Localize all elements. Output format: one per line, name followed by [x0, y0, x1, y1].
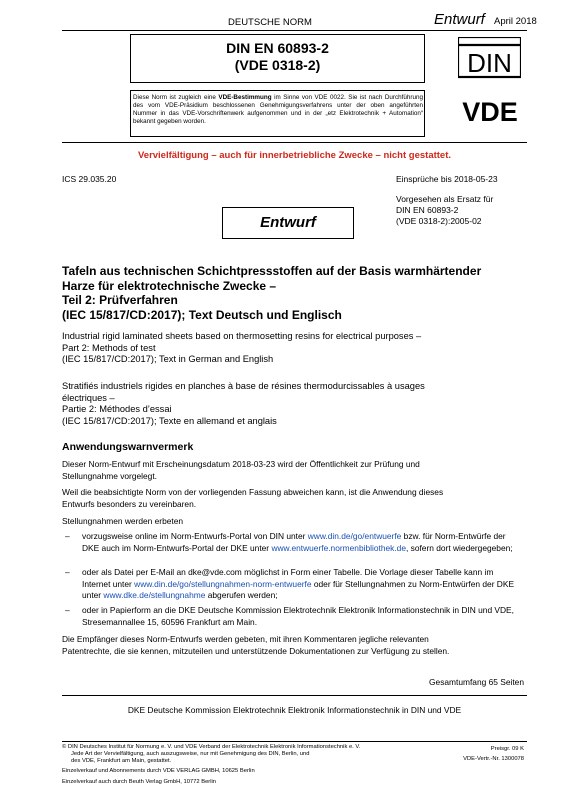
comment-option-portal: – vorzugsweise online im Norm-Entwurfs-Portal von DIN unter www.din.de/go/entwuerfe bzw. für Norm-Entwürfe der DKE auch im Norm-Entwurfs-Portal der DKE unter www.entwuerfe.normenbibliothek.de, sofern dort wiedergegeben; [65, 531, 513, 553]
german-title [62, 264, 532, 322]
footer-rule [62, 741, 527, 742]
dash: – [65, 567, 70, 577]
vde-order-number: VDE-Vertr.-Nr. 1300078 [463, 756, 524, 762]
draft-label: Entwurf [434, 11, 485, 28]
paragraph-line: Entwurfs besonders zu vereinbaren. [62, 498, 197, 509]
dke-draft-portal-link[interactable]: www.entwuerfe.normenbibliothek.de [271, 542, 406, 553]
header-bottom-rule [62, 142, 527, 143]
svg-text:VDE: VDE [462, 97, 518, 127]
comment-option-paper: – oder in Papierform an die DKE Deutsche Kommission Elektrotechnik Elektronik Informationstechnik in DIN und VDE, Stresemannallee 15, 60596 Frankfurt am Main. [65, 605, 514, 627]
copyright-notice [62, 744, 442, 765]
total-pages: Gesamtumfang 65 Seiten [429, 677, 524, 687]
closing-paragraph [62, 634, 532, 657]
title-line: Stratifiés industriels rigides en planches à base de résines thermodurcissables à usages [62, 381, 425, 391]
sales-beuth: Einzelverkauf auch durch Beuth Verlag GmbH, 10772 Berlin [62, 779, 217, 785]
copyright-line: des VDE, Frankfurt am Main, gestattet. [71, 758, 172, 764]
paragraph-line: Weil die beabsichtigte Norm von der vorliegenden Fassung abweichen kann, ist die Anwendung dieses [62, 487, 444, 497]
objections-until: Einsprüche bis 2018-05-23 [396, 174, 498, 184]
replacement-line: (VDE 0318-2):2005-02 [396, 216, 482, 226]
application-notice-heading: Anwendungswarnvermerk [62, 441, 194, 453]
vde-number: (VDE 0318-2) [234, 57, 321, 73]
english-title [62, 331, 532, 366]
title-line: (IEC 15/817/CD:2017); Text Deutsch und Englisch [62, 307, 342, 322]
replacement-line: Vorgesehen als Ersatz für [396, 194, 494, 204]
title-line: (IEC 15/817/CD:2017); Texte en allemand et anglais [62, 415, 277, 426]
dash: – [65, 605, 70, 615]
dash: – [65, 531, 70, 541]
sales-vde-verlag: Einzelverkauf und Abonnements durch VDE VERLAG GMBH, 10625 Berlin [62, 768, 255, 774]
issue-date: April 2018 [494, 16, 537, 27]
paragraph-line: Die Empfänger dieses Norm-Entwurfs werden gebeten, mit ihren Kommentaren jegliche relevanten [62, 634, 429, 644]
title-line: (IEC 15/817/CD:2017); Text in German and English [62, 354, 274, 364]
paragraph-line: Stellungnahme vorgelegt. [62, 470, 157, 481]
vde-notice-text: Diese Norm ist zugleich eine VDE-Bestimmung im Sinne von VDE 0022. Sie ist nach Durchführung des vom VDE-Präsidium beschlossenen Genehmigungsverfahrens unter der oben angeführten Nummer in das VDE-Vorschriftenwerk aufgenommen und in der „etz Elektrotechnik + Automation“ bekannt gegeben worden. [133, 94, 424, 125]
reproduction-notice: Vervielfältigung – auch für innerbetriebliche Zwecke – nicht gestattet. [137, 150, 452, 161]
application-paragraph-2 [62, 487, 532, 510]
title-line: Part 2: Methods of test [62, 342, 156, 353]
comments-intro: Stellungnahmen werden erbeten [62, 516, 184, 526]
title-line: Industrial rigid laminated sheets based on thermosetting resins for electrical purposes – [62, 331, 422, 341]
dke-line: DKE Deutsche Kommission Elektrotechnik Elektronik Informationstechnik in DIN und VDE [127, 705, 462, 715]
din-draft-portal-link[interactable]: www.din.de/go/entwuerfe [307, 531, 402, 541]
title-line: Tafeln aus technischen Schichtpressstoffen auf der Basis warmhärtender [62, 264, 482, 278]
title-line: Teil 2: Prüfverfahren [62, 293, 178, 307]
paragraph-line: Dieser Norm-Entwurf mit Erscheinungsdatum 2018-03-23 wird der Öffentlichkeit zur Prüfung und [62, 459, 420, 469]
din-comments-template-link[interactable]: www.din.de/go/stellungnahmen-norm-entwuerfe [134, 578, 312, 589]
norm-label: DEUTSCHE NORM [228, 17, 312, 28]
application-paragraph-1 [62, 459, 532, 482]
svg-text:DIN: DIN [467, 48, 512, 78]
header-rule [62, 30, 527, 31]
replacement-line: DIN EN 60893-2 [396, 205, 459, 215]
din-logo [458, 37, 521, 83]
dke-comments-link[interactable]: www.dke.de/stellungnahme [103, 590, 206, 600]
comment-option-email: – oder als Datei per E-Mail an dke@vde.com möglichst in Form einer Tabelle. Die Vorlage dieser Tabelle kann im Internet unter www.din.de/go/stellungnahmen-norm-entwuerfe oder für Stellungnahmen zu Norm-Entwürfen der DKE unter www.dke.de/stellungnahme abgerufen werden; [65, 567, 515, 600]
title-line: Partie 2: Méthodes d’essai [62, 404, 172, 414]
body-bottom-rule [62, 695, 527, 696]
ics-code: ICS 29.035.20 [62, 174, 117, 184]
draft-box: Entwurf [222, 207, 354, 239]
copyright-line: Jede Art der Vervielfältigung, auch auszugsweise, nur mit Genehmigung des DIN, Berlin, und [71, 751, 310, 757]
copyright-line: © DIN Deutsches Institut für Normung e. V. und VDE Verband der Elektrotechnik Elektronik Informationstechnik e. V. [62, 744, 361, 750]
title-line: électriques – [62, 392, 115, 403]
vde-logo [450, 95, 530, 132]
price-group: Preisgr. 09 K [490, 746, 524, 752]
french-title [62, 381, 532, 427]
standard-number: DIN EN 60893-2 [226, 40, 329, 56]
paragraph-line: Patentrechte, die sie kennen, mitzuteilen und unterstützende Dokumentationen zur Verfügung zu stellen. [62, 645, 450, 656]
title-line: Harze für elektrotechnische Zwecke – [62, 278, 277, 293]
replacement-note [396, 194, 493, 227]
